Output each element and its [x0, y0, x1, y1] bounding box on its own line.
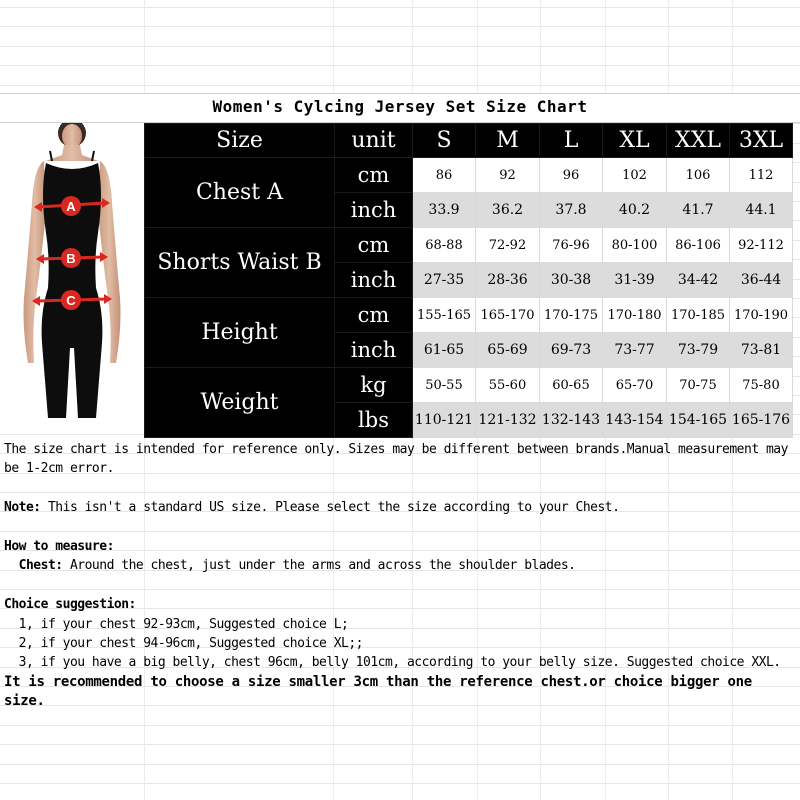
- value-cell: 143-154: [603, 403, 667, 438]
- choice-item: 2, if your chest 94-96cm, Suggested choice XL;;: [18, 636, 364, 652]
- value-cell: 86: [413, 158, 476, 193]
- unit-header-label: unit: [335, 124, 413, 158]
- unit-cell: cm: [335, 158, 413, 193]
- value-cell: 170-185: [667, 298, 730, 333]
- unit-cell: inch: [335, 263, 413, 298]
- size-header-cell: XXL: [667, 124, 730, 158]
- size-header-cell: S: [413, 124, 476, 158]
- recommendation-text: It is recommended to choose a size smaller 3cm than the reference chest.or choice bigger one size.: [4, 673, 760, 710]
- chest-label: Chest:: [18, 558, 63, 574]
- model-photo: [0, 123, 145, 433]
- value-cell: 102: [603, 158, 667, 193]
- size-header-cell: M: [476, 124, 540, 158]
- value-cell: 69-73: [540, 333, 603, 368]
- unit-cell: lbs: [335, 403, 413, 438]
- unit-cell: cm: [335, 298, 413, 333]
- value-cell: 40.2: [603, 193, 667, 228]
- value-cell: 170-175: [540, 298, 603, 333]
- size-header-label: Size: [145, 124, 335, 158]
- measurement-label: Chest A: [145, 158, 335, 228]
- value-cell: 73-79: [667, 333, 730, 368]
- value-cell: 68-88: [413, 228, 476, 263]
- value-cell: 65-69: [476, 333, 540, 368]
- value-cell: 86-106: [667, 228, 730, 263]
- value-cell: 28-36: [476, 263, 540, 298]
- note-label: Note:: [4, 500, 41, 516]
- value-cell: 110-121: [413, 403, 476, 438]
- value-cell: 60-65: [540, 368, 603, 403]
- value-cell: 36-44: [730, 263, 793, 298]
- value-cell: 170-180: [603, 298, 667, 333]
- unit-cell: inch: [335, 333, 413, 368]
- value-cell: 37.8: [540, 193, 603, 228]
- disclaimer-text: The size chart is intended for reference only. Sizes may be different between brands.Manual measurement may be 1-2cm error.: [4, 442, 796, 477]
- value-cell: 61-65: [413, 333, 476, 368]
- value-cell: 76-96: [540, 228, 603, 263]
- value-cell: 72-92: [476, 228, 540, 263]
- value-cell: 92: [476, 158, 540, 193]
- measurement-label: Weight: [145, 368, 335, 438]
- unit-cell: cm: [335, 228, 413, 263]
- size-header-cell: XL: [603, 124, 667, 158]
- value-cell: 75-80: [730, 368, 793, 403]
- value-cell: 73-77: [603, 333, 667, 368]
- value-cell: 165-170: [476, 298, 540, 333]
- chart-title: Women's Cylcing Jersey Set Size Chart: [212, 97, 588, 116]
- value-cell: 27-35: [413, 263, 476, 298]
- title-row: [0, 93, 800, 123]
- marker-a-label: A: [66, 199, 76, 214]
- value-cell: 132-143: [540, 403, 603, 438]
- size-header-cell: 3XL: [730, 124, 793, 158]
- note-line: [4, 498, 796, 517]
- value-cell: 30-38: [540, 263, 603, 298]
- value-cell: 112: [730, 158, 793, 193]
- value-cell: 55-60: [476, 368, 540, 403]
- value-cell: 44.1: [730, 193, 793, 228]
- notes-section: [4, 440, 796, 712]
- size-header-cell: L: [540, 124, 603, 158]
- choice-item: 3, if you have a big belly, chest 96cm, belly 101cm, according to your belly size. Suggested choice XXL.: [18, 655, 781, 671]
- value-cell: 31-39: [603, 263, 667, 298]
- size-table: [144, 123, 793, 438]
- value-cell: 155-165: [413, 298, 476, 333]
- value-cell: 65-70: [603, 368, 667, 403]
- value-cell: 73-81: [730, 333, 793, 368]
- model-figure-illustration: [0, 123, 145, 433]
- marker-c-label: C: [66, 293, 76, 308]
- measurement-label: Height: [145, 298, 335, 368]
- value-cell: 50-55: [413, 368, 476, 403]
- value-cell: 154-165: [667, 403, 730, 438]
- how-to-measure-heading: How to measure:: [4, 539, 114, 555]
- choice-heading: Choice suggestion:: [4, 597, 136, 613]
- value-cell: 41.7: [667, 193, 730, 228]
- choice-item: 1, if your chest 92-93cm, Suggested choice L;: [18, 616, 349, 632]
- measurement-label: Shorts Waist B: [145, 228, 335, 298]
- chest-text: Around the chest, just under the arms and across the shoulder blades.: [62, 558, 576, 574]
- value-cell: 36.2: [476, 193, 540, 228]
- unit-cell: inch: [335, 193, 413, 228]
- value-cell: 121-132: [476, 403, 540, 438]
- value-cell: 106: [667, 158, 730, 193]
- value-cell: 96: [540, 158, 603, 193]
- value-cell: 34-42: [667, 263, 730, 298]
- unit-cell: kg: [335, 368, 413, 403]
- value-cell: 92-112: [730, 228, 793, 263]
- value-cell: 170-190: [730, 298, 793, 333]
- chest-measure-line: [4, 556, 796, 575]
- value-cell: 165-176: [730, 403, 793, 438]
- value-cell: 33.9: [413, 193, 476, 228]
- value-cell: 80-100: [603, 228, 667, 263]
- note-text: This isn't a standard US size. Please select the size according to your Chest.: [40, 500, 620, 516]
- value-cell: 70-75: [667, 368, 730, 403]
- marker-b-label: B: [66, 251, 76, 266]
